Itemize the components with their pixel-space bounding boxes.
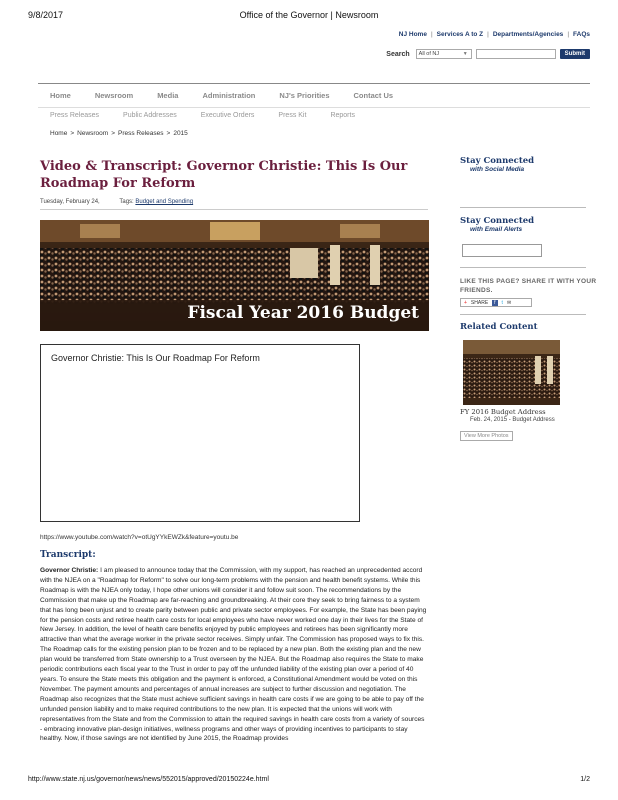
search-submit-button[interactable]: Submit: [560, 49, 590, 59]
utility-nav: NJ Home | Services A to Z | Departments/Agencies | FAQs: [398, 31, 590, 38]
email-icon: ✉: [506, 299, 512, 306]
breadcrumb-home[interactable]: Home: [50, 130, 68, 137]
nav-contact[interactable]: Contact Us: [353, 91, 394, 100]
share-label: SHARE: [470, 299, 489, 306]
subnav-reports[interactable]: Reports: [330, 112, 355, 119]
chevron-down-icon: ▼: [462, 51, 468, 57]
email-field[interactable]: [462, 244, 542, 257]
related-heading: Related Content: [460, 322, 538, 332]
page-url: http://www.state.nj.us/governor/news/news/552015/approved/20150224e.html: [28, 776, 269, 783]
sidebar-divider: [460, 314, 586, 315]
article-meta: [40, 199, 193, 205]
utility-link-services[interactable]: Services A to Z: [436, 31, 484, 38]
nav-media[interactable]: Media: [157, 91, 179, 100]
transcript-heading: Transcript:: [40, 550, 96, 560]
speaker-label: Governor Christie:: [40, 567, 99, 574]
breadcrumb-newsroom[interactable]: Newsroom: [77, 130, 109, 137]
search-input[interactable]: [476, 49, 556, 59]
subnav-press-releases[interactable]: Press Releases: [50, 112, 100, 119]
budget-banner-image: [40, 220, 429, 331]
email-section: [460, 216, 588, 233]
related-date: Feb. 24, 2015 - Budget Address: [470, 417, 555, 423]
nav-administration[interactable]: Administration: [202, 91, 256, 100]
banner-caption: Fiscal Year 2016 Budget: [187, 303, 419, 323]
related-title[interactable]: FY 2016 Budget Address: [460, 408, 546, 416]
video-embed[interactable]: [40, 344, 360, 522]
search-bar: [386, 49, 590, 59]
twitter-icon: t: [501, 299, 503, 306]
email-subheading[interactable]: with Email Alerts: [470, 226, 523, 233]
utility-link-faqs[interactable]: FAQs: [573, 31, 590, 38]
sidebar-divider: [460, 267, 586, 268]
share-button[interactable]: [460, 298, 532, 307]
search-label: Search: [386, 50, 410, 58]
search-scope-select[interactable]: All of NJ ▼: [416, 49, 472, 59]
sidebar-divider: [460, 207, 586, 208]
article-date: Tuesday, February 24,: [40, 199, 100, 205]
page-title: Video & Transcript: Governor Christie: This Is Our Roadmap For Reform: [40, 159, 408, 191]
nav-home[interactable]: Home: [50, 91, 71, 100]
subnav-public-addresses[interactable]: Public Addresses: [123, 112, 177, 119]
facebook-icon: f: [494, 299, 496, 306]
main-nav: [38, 83, 590, 108]
utility-link-departments[interactable]: Departments/Agencies: [492, 31, 564, 38]
tags-label: Tags:: [119, 199, 134, 205]
breadcrumb-press-releases[interactable]: Press Releases: [118, 130, 164, 137]
print-title: Office of the Governor | Newsroom: [239, 10, 379, 20]
social-section: [460, 156, 588, 173]
email-heading: Stay Connected: [460, 216, 535, 226]
video-title: Governor Christie: This Is Our Roadmap For Reform: [51, 353, 260, 363]
share-prompt: LIKE THIS PAGE? SHARE IT WITH YOUR FRIENDS.: [460, 278, 597, 294]
breadcrumb-year[interactable]: 2015: [173, 130, 188, 137]
video-url[interactable]: https://www.youtube.com/watch?v=otUgYYkEWZk&feature=youtu.be: [40, 534, 239, 541]
social-subheading[interactable]: with Social Media: [470, 166, 525, 173]
nav-priorities[interactable]: NJ's Priorities: [279, 91, 330, 100]
social-heading: Stay Connected: [460, 156, 535, 166]
sub-nav: [50, 112, 355, 119]
share-plus-icon: +: [464, 299, 467, 306]
divider: [40, 209, 428, 210]
page-number: 1/2: [580, 776, 590, 783]
transcript-body: Governor Christie: I am pleased to announce today that the Commission, with my support, has reached an unprecedented accord with the NJEA on a "Roadmap for Reform" to solve our long-term problems with the pension and health benefit systems. While this Roadmap is with the NJEA only today, I hope other unions will consider it and follow suit soon. The recommendations by the Commission that make up the Roadmap are far-reaching and groundbreaking. At their core they seek to bring fairness to a system that has long been unjust and to create parity between public and private sector employees. For example, the State has been paying for the pension costs and retiree health care costs for local employees who have never worked one day in their lives for the State of New Jersey. In addition, the level of health care benefits enjoyed by public employees and retirees has been significantly more attractive than what the average worker in the private sector receives. Simply unfair. The Commission has proposed ways to fix this. The Roadmap calls for the existing pension plan to be frozen and to be replaced by a new plan. Both the existing plan and the new plan would be transferred from State ownership to a Trust overseen by the NJEA. But the Roadmap also requires the State to make periodic contributions each fiscal year to the Trust in order to pay off the unfunded liability of the existing plan over a period of 40 years. To ensure the State meets this obligation and the payment is enforced, a Constitutional Amendment would be voted on this November. The payment amounts and percentages of annual increases are subject to further discussion and negotiation. The Roadmap also recognizes that the State must achieve sufficient savings in health care costs if we are going to be able to pay off the unfunded pension liability and to make required contributions to the new plan. It is expected that the unions will work with representatives from the State and from the Commission to attain the required savings in health care costs from a variety of sources - embracing innovative plan-design initiatives, wellness programs and other ways of providing incentives to participants to stay healthy. Now, if those savings are not identified by June 2015, the Roadmap provides: [40, 567, 427, 743]
tag-link[interactable]: Budget and Spending: [135, 199, 194, 205]
breadcrumb: Home > Newsroom > Press Releases > 2015: [50, 130, 188, 137]
nav-newsroom[interactable]: Newsroom: [94, 91, 134, 100]
view-more-button[interactable]: View More Photos: [460, 431, 513, 441]
related-thumbnail[interactable]: [463, 340, 560, 405]
subnav-press-kit[interactable]: Press Kit: [278, 112, 307, 119]
subnav-executive-orders[interactable]: Executive Orders: [200, 112, 255, 119]
utility-link-nj-home[interactable]: NJ Home: [398, 31, 427, 38]
print-date: 9/8/2017: [28, 10, 64, 20]
